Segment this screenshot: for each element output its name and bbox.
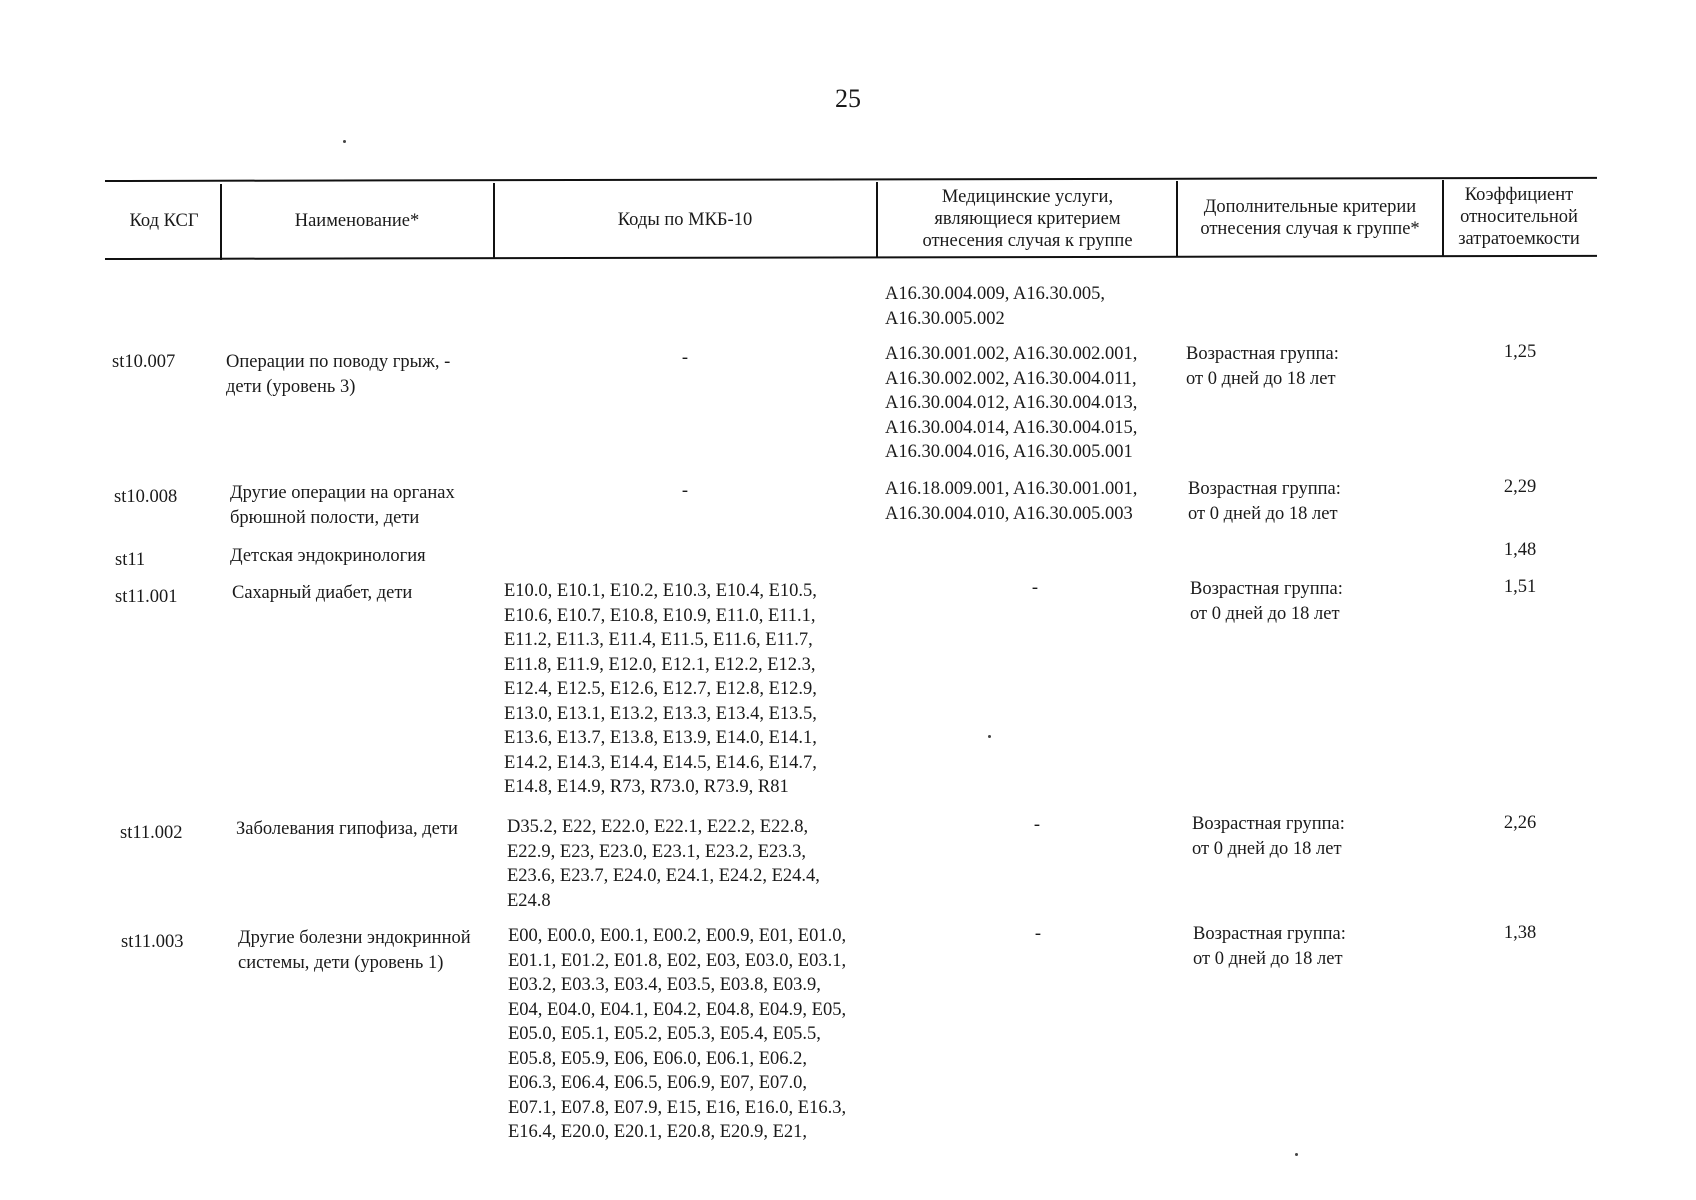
- row-coefficient: 2,26: [1503, 813, 1537, 833]
- row-icd-codes: -: [681, 348, 689, 368]
- row-coefficient: 1,25: [1503, 342, 1537, 362]
- row-name: Другие операции на органах брюшной полости, дети: [230, 483, 455, 528]
- page-number: 25: [835, 84, 861, 113]
- row-icd-codes: -: [681, 481, 689, 501]
- scan-speck: [343, 140, 346, 143]
- header-name: Наименование*: [294, 211, 420, 231]
- row-services: -: [1034, 924, 1042, 944]
- scan-speck: [988, 735, 991, 738]
- header-services: Медицинские услуги, являющиеся критерием отнесения случая к группе: [922, 187, 1133, 251]
- row-icd-codes: E10.0, E10.1, E10.2, E10.3, E10.4, E10.5, E10.6, E10.7, E10.8, E10.9, E11.0, E11.1, E11.2, E11.3, E11.4, E11.5, E11.6, E11.7, E11.8, E11.9, E12.0, E12.1, E12.2, E12.3, E12.4, E12.5, E12.6, E12.7, E12.8, E12.9, E13.0, E13.1, E13.2, E13.3, E13.4, E13.5, E13.6, E13.7, E13.8, E13.9, E14.0, E14.1, E14.2, E14.3, E14.4, E14.5, E14.6, E14.7, E14.8, E14.9, R73, R73.0, R73.9, R81: [504, 581, 817, 797]
- continuation-services: A16.30.004.009, A16.30.005, A16.30.005.002: [885, 284, 1105, 329]
- header-criteria: Дополнительные критерии отнесения случая к группе*: [1200, 197, 1420, 239]
- row-code: st11.001: [115, 587, 178, 607]
- row-coefficient: 1,48: [1503, 540, 1537, 560]
- row-criteria: Возрастная группа: от 0 дней до 18 лет: [1190, 579, 1343, 624]
- row-criteria: Возрастная группа: от 0 дней до 18 лет: [1192, 814, 1345, 859]
- row-code: st10.008: [114, 487, 178, 507]
- row-code: st11.003: [121, 932, 184, 952]
- row-criteria: Возрастная группа: от 0 дней до 18 лет: [1186, 344, 1339, 389]
- row-code: st10.007: [112, 352, 176, 372]
- row-services: A16.30.001.002, A16.30.002.001, A16.30.002.002, A16.30.004.011, A16.30.004.012, A16.30.004.013, A16.30.004.014, A16.30.004.015, A16.30.004.016, A16.30.005.001: [885, 344, 1138, 462]
- row-icd-codes: E00, E00.0, E00.1, E00.2, E00.9, E01, E01.0, E01.1, E01.2, E01.8, E02, E03, E03.0, E03.1, E03.2, E03.3, E03.4, E03.5, E03.8, E03.9, E04, E04.0, E04.1, E04.2, E04.8, E04.9, E05, E05.0, E05.1, E05.2, E05.3, E05.4, E05.5, E05.8, E05.9, E06, E06.0, E06.1, E06.2, E06.3, E06.4, E06.5, E06.9, E07, E07.0, E07.1, E07.8, E07.9, E15, E16, E16.0, E16.3, E16.4, E20.0, E20.1, E20.8, E20.9, E21,: [508, 926, 847, 1142]
- header-coef: Коэффициент относительной затратоемкости: [1458, 185, 1580, 249]
- row-icd-codes: D35.2, E22, E22.0, E22.1, E22.2, E22.8, E22.9, E23, E23.0, E23.1, E23.2, E23.3, E23.6, E23.7, E24.0, E24.1, E24.2, E24.4, E24.8: [507, 817, 820, 911]
- row-name: Детская эндокринология: [230, 546, 426, 566]
- row-name: Сахарный диабет, дети: [232, 583, 413, 603]
- row-name: Заболевания гипофиза, дети: [236, 819, 458, 839]
- header-divider: [1176, 181, 1178, 257]
- header-icd: Коды по МКБ-10: [617, 210, 753, 230]
- row-services: -: [1031, 578, 1039, 598]
- row-criteria: Возрастная группа: от 0 дней до 18 лет: [1188, 479, 1341, 524]
- row-coefficient: 2,29: [1503, 477, 1537, 497]
- row-code: st11: [115, 550, 146, 570]
- row-name: Операции по поводу грыж, - дети (уровень 3): [226, 352, 451, 397]
- row-services: A16.18.009.001, A16.30.001.001, A16.30.004.010, A16.30.005.003: [885, 479, 1138, 524]
- row-criteria: Возрастная группа: от 0 дней до 18 лет: [1193, 924, 1346, 969]
- header-divider: [876, 182, 878, 258]
- header-code: Код КСГ: [129, 211, 199, 231]
- row-services: -: [1033, 815, 1041, 835]
- row-coefficient: 1,51: [1503, 577, 1537, 597]
- row-code: st11.002: [120, 823, 183, 843]
- row-coefficient: 1,38: [1503, 923, 1537, 943]
- row-name: Другие болезни эндокринной системы, дети (уровень 1): [238, 928, 471, 973]
- scan-speck: [1295, 1153, 1298, 1156]
